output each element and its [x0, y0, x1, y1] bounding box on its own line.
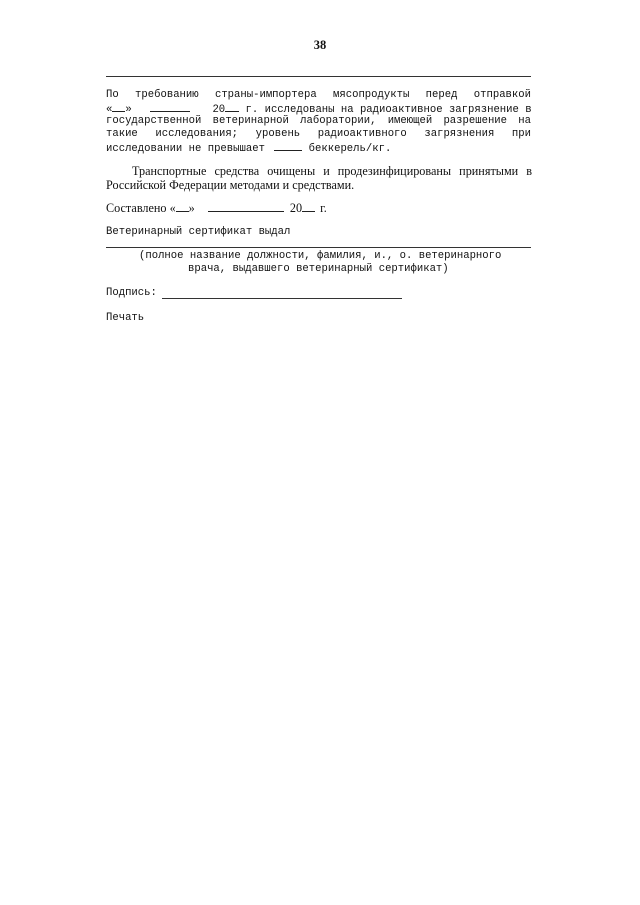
compiled-day-blank: [176, 202, 189, 212]
compiled-label: Составлено «: [106, 201, 176, 215]
issued-rule: [106, 247, 531, 248]
compiled-year-suffix: г.: [320, 201, 327, 215]
paragraph2-line1: Транспортные средства очищены и продезинфицированы принятыми в: [132, 164, 532, 178]
paragraph1-line2: [106, 102, 531, 116]
compiled-year-prefix: 20: [289, 201, 303, 215]
issued-caption-line2: врача, выдавшего ветеринарный сертификат): [188, 263, 449, 275]
paragraph1-line4: такие исследования; уровень радиоактивного загрязнения при: [106, 128, 531, 140]
paragraph1-line3: государственной ветеринарной лаборатории, имеющей разрешение на: [106, 115, 531, 127]
signature-label: Подпись:: [106, 287, 157, 299]
signature-rule: [162, 298, 402, 299]
compiled-year-blank: [302, 202, 315, 212]
date-close-quote: »: [125, 104, 132, 116]
paragraph1-line5: [106, 141, 391, 155]
compiled-close-quote: »: [188, 201, 195, 215]
compiled-line: [106, 201, 327, 216]
day-blank: [112, 102, 125, 112]
line5-end: беккерель/кг.: [308, 143, 392, 155]
seal-label: Печать: [106, 312, 145, 324]
month-blank: [150, 102, 190, 112]
year-blank: [225, 102, 239, 112]
line5-start: исследовании не превышает: [106, 143, 265, 155]
top-rule: [106, 76, 531, 77]
compiled-month-blank: [208, 202, 284, 212]
level-blank: [274, 141, 302, 151]
date-open-quote: «: [106, 104, 113, 116]
line2-rest: г. исследованы на радиоактивное загрязнение в: [245, 104, 532, 116]
issued-caption-line1: (полное название должности, фамилия, и., о. ветеринарного: [139, 250, 502, 262]
issued-label: Ветеринарный сертификат выдал: [106, 226, 291, 238]
year-prefix: 20: [212, 104, 226, 116]
page-number: 38: [313, 38, 327, 52]
paragraph2-line2: Российской Федерации методами и средствами.: [106, 178, 355, 192]
paragraph1-line1: По требованию страны-импортера мясопродукты перед отправкой: [106, 89, 531, 101]
